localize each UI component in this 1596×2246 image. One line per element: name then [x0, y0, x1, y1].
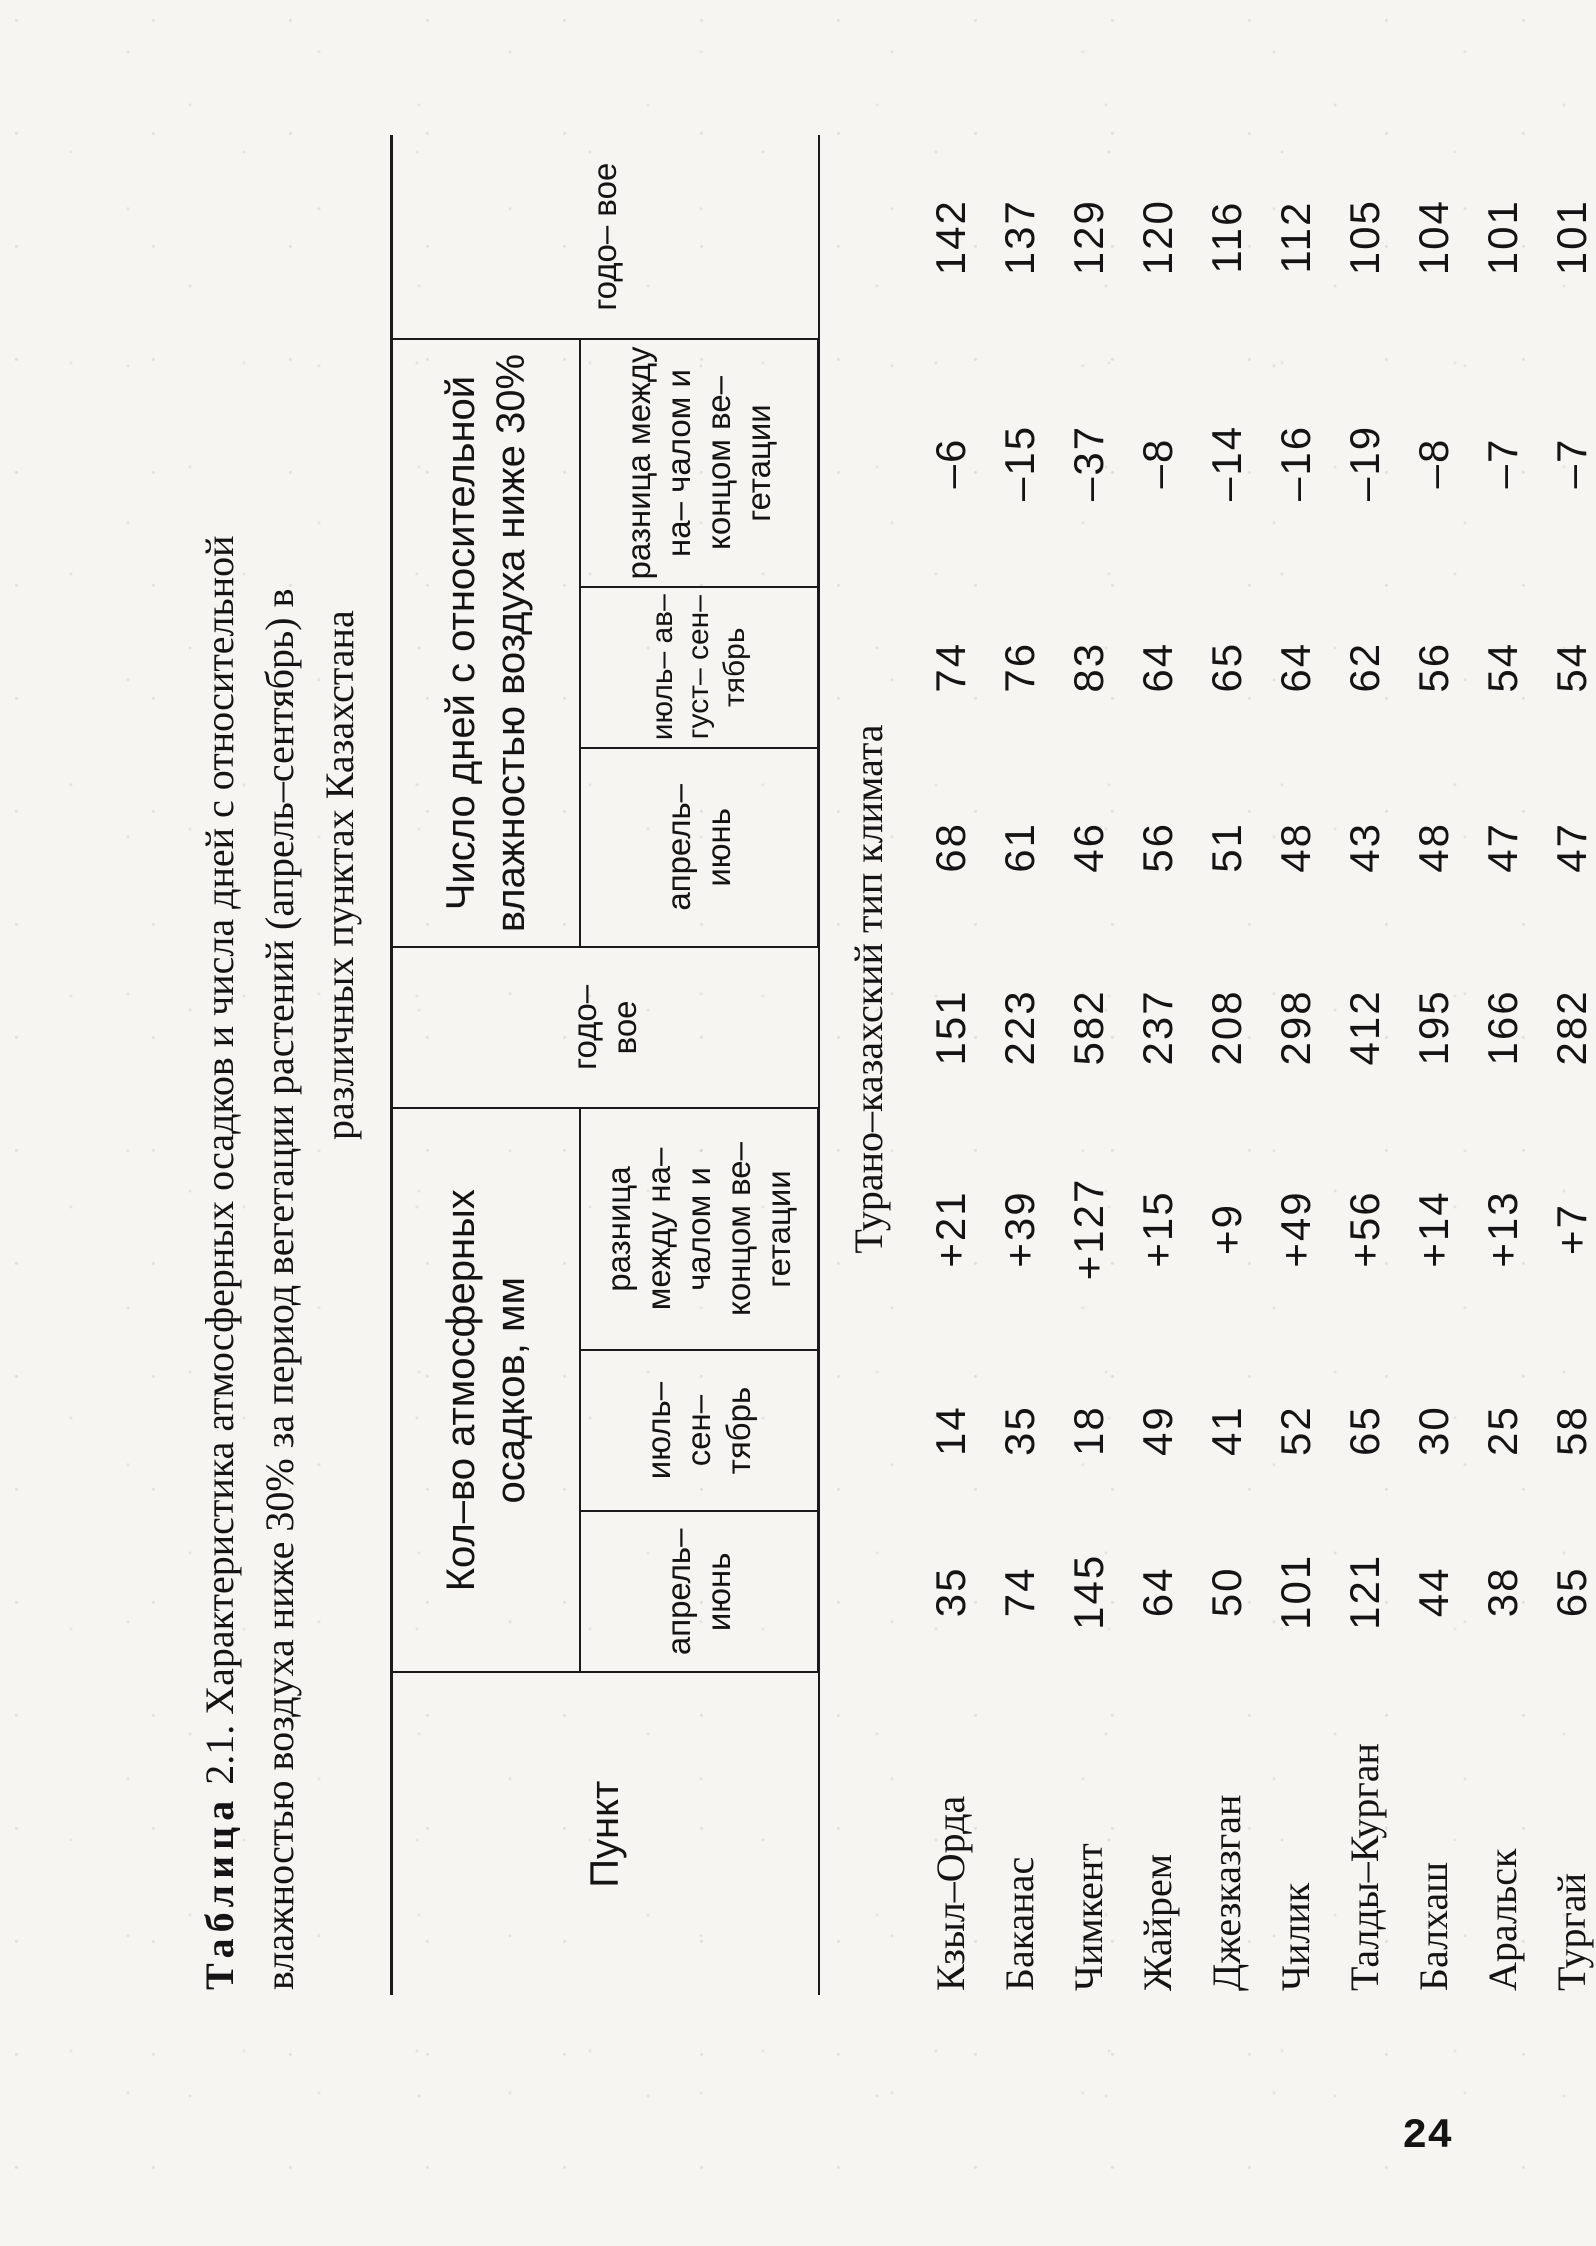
- station-name-cell: Баканас: [997, 1856, 1042, 1991]
- header-days-diff: разница между на– чалом и концом ве– гетации: [580, 339, 819, 586]
- header-days-group: Число дней с относительной влажностью воздуха ниже 30%: [392, 339, 581, 946]
- days-apr-jun-cell: 48: [1271, 821, 1319, 873]
- days-apr-jun-cell: 56: [1133, 821, 1181, 873]
- days-jul-sep-cell: 76: [995, 641, 1043, 693]
- station-name-cell: Чилик: [1273, 1882, 1318, 1991]
- days-diff-cell: –7: [1547, 437, 1595, 489]
- days-year-cell: 101: [1478, 199, 1526, 276]
- days-apr-jun-cell: 47: [1547, 821, 1595, 873]
- days-apr-jun-cell: 43: [1340, 821, 1388, 873]
- days-jul-sep-cell: 54: [1547, 641, 1595, 693]
- precip-diff-cell: +15: [1133, 1190, 1181, 1268]
- days-diff-cell: –16: [1271, 424, 1319, 502]
- precip-year-cell: 237: [1133, 989, 1181, 1066]
- days-apr-jun-cell: 47: [1478, 821, 1526, 873]
- station-name-cell: Балхаш: [1411, 1861, 1456, 1991]
- days-diff-cell: –14: [1202, 424, 1250, 502]
- days-year-cell: 104: [1409, 199, 1457, 276]
- table-row: [985, 135, 1054, 1995]
- days-diff-cell: –19: [1340, 424, 1388, 502]
- caption-label: Таблица: [197, 1794, 242, 1990]
- days-diff-cell: –8: [1409, 437, 1457, 489]
- precip-jul-sep-cell: 58: [1547, 1405, 1595, 1456]
- days-apr-jun-cell: 48: [1409, 821, 1457, 873]
- table-row: [1192, 135, 1261, 1995]
- precip-apr-jun-cell: 101: [1271, 1553, 1319, 1630]
- station-name-cell: Кзыл–Орда: [928, 1795, 973, 1991]
- precip-year-cell: 298: [1271, 989, 1319, 1066]
- precip-apr-jun-cell: 74: [995, 1566, 1043, 1618]
- precip-diff-cell: +39: [995, 1190, 1043, 1268]
- days-apr-jun-cell: 51: [1202, 821, 1250, 873]
- precip-jul-sep-cell: 65: [1340, 1405, 1388, 1456]
- precip-apr-jun-cell: 44: [1409, 1566, 1457, 1618]
- precip-jul-sep-cell: 30: [1409, 1405, 1457, 1456]
- caption-line-3: различных пунктах Казахстана: [317, 610, 362, 1140]
- table-row: [1261, 135, 1330, 1995]
- table-caption: [190, 130, 370, 1990]
- climate-table: [390, 135, 1596, 1995]
- section-row: [819, 135, 917, 1995]
- precip-jul-sep-cell: 18: [1064, 1405, 1112, 1456]
- precip-apr-jun-cell: 145: [1064, 1553, 1112, 1630]
- table-row: [916, 135, 985, 1995]
- precip-jul-sep-cell: 52: [1271, 1405, 1319, 1456]
- precip-jul-sep-cell: 41: [1202, 1405, 1250, 1456]
- header-point: Пункт: [392, 1672, 819, 1995]
- precip-year-cell: 195: [1409, 989, 1457, 1066]
- days-jul-sep-cell: 64: [1133, 641, 1181, 693]
- table-row: [1399, 135, 1468, 1995]
- days-diff-cell: –6: [926, 437, 974, 489]
- days-diff-cell: –8: [1133, 437, 1181, 489]
- days-apr-jun-cell: 68: [926, 821, 974, 873]
- header-precip-jul-sep: июль– сен– тябрь: [580, 1350, 819, 1511]
- precip-apr-jun-cell: 38: [1478, 1566, 1526, 1618]
- header-days-jul-sep: июль– ав– густ– сен– тябрь: [580, 587, 819, 748]
- days-year-cell: 101: [1547, 199, 1595, 276]
- days-year-cell: 129: [1064, 199, 1112, 276]
- days-jul-sep-cell: 64: [1271, 641, 1319, 693]
- precip-jul-sep-cell: 49: [1133, 1405, 1181, 1456]
- days-diff-cell: –37: [1064, 424, 1112, 502]
- header-precip-group: Кол–во атмосферных осадков, мм: [392, 1108, 581, 1672]
- caption-title-start: 2.1. Характеристика атмосферных осадков и числа дней с относительной: [197, 535, 242, 1785]
- precip-year-cell: 412: [1340, 989, 1388, 1066]
- precip-year-cell: 208: [1202, 989, 1250, 1066]
- precip-apr-jun-cell: 35: [926, 1566, 974, 1618]
- precip-year-cell: 151: [926, 989, 974, 1066]
- precip-apr-jun-cell: 121: [1340, 1553, 1388, 1630]
- days-jul-sep-cell: 83: [1064, 641, 1112, 693]
- table-row: [1054, 135, 1123, 1995]
- rotated-content: [130, 160, 1595, 2080]
- caption-line-2: влажностью воздуха ниже 30% за период вегетации растений (апрель–сентябрь) в: [257, 588, 302, 1990]
- table-row: [1330, 135, 1399, 1995]
- table-row: [1468, 135, 1537, 1995]
- precip-jul-sep-cell: 25: [1478, 1405, 1526, 1456]
- precip-year-cell: 166: [1478, 989, 1526, 1066]
- days-jul-sep-cell: 74: [926, 641, 974, 693]
- header-precip-diff: разница между на– чалом и концом ве– гетации: [580, 1108, 819, 1350]
- precip-diff-cell: +49: [1271, 1190, 1319, 1268]
- precip-diff-cell: +56: [1340, 1190, 1388, 1268]
- table-row: [1123, 135, 1192, 1995]
- precip-year-cell: 223: [995, 989, 1043, 1066]
- station-name-cell: Талды–Курган: [1342, 1743, 1387, 1991]
- precip-year-cell: 582: [1064, 989, 1112, 1066]
- precip-diff-cell: +13: [1478, 1190, 1526, 1268]
- precip-diff-cell: +127: [1064, 1177, 1112, 1281]
- days-diff-cell: –7: [1478, 437, 1526, 489]
- station-name-cell: Жайрем: [1135, 1853, 1180, 1991]
- precip-apr-jun-cell: 65: [1547, 1566, 1595, 1618]
- precip-diff-cell: +7: [1547, 1203, 1595, 1255]
- station-name-cell: Аральск: [1480, 1848, 1525, 1991]
- precip-diff-cell: +14: [1409, 1190, 1457, 1268]
- header-days-apr-jun: апрель– июнь: [580, 748, 819, 947]
- days-year-cell: 137: [995, 199, 1043, 276]
- precip-jul-sep-cell: 35: [995, 1405, 1043, 1456]
- days-jul-sep-cell: 65: [1202, 641, 1250, 693]
- precip-year-cell: 282: [1547, 989, 1595, 1066]
- days-jul-sep-cell: 54: [1478, 641, 1526, 693]
- days-apr-jun-cell: 46: [1064, 821, 1112, 873]
- station-name-cell: Джезказган: [1204, 1794, 1249, 1991]
- header-row-groups: [392, 135, 581, 1995]
- caption-line-1: [190, 130, 250, 1990]
- days-diff-cell: –15: [995, 424, 1043, 502]
- days-jul-sep-cell: 62: [1340, 641, 1388, 693]
- header-days-year: годо– вое: [392, 135, 819, 339]
- section-title: Турано–казахский тип климата: [845, 724, 891, 1254]
- page-number: 24: [1402, 2112, 1453, 2160]
- precip-apr-jun-cell: 50: [1202, 1566, 1250, 1618]
- days-year-cell: 116: [1202, 200, 1250, 274]
- days-year-cell: 112: [1271, 200, 1319, 274]
- table-row: [1537, 135, 1596, 1995]
- station-name-cell: Чимкент: [1066, 1843, 1111, 1991]
- station-name-cell: Тургай: [1549, 1872, 1594, 1991]
- precip-diff-cell: +21: [926, 1190, 974, 1268]
- days-year-cell: 142: [926, 199, 974, 276]
- precip-jul-sep-cell: 14: [926, 1405, 974, 1456]
- header-precip-apr-jun: апрель– июнь: [580, 1511, 819, 1672]
- days-apr-jun-cell: 61: [995, 821, 1043, 873]
- precip-diff-cell: +9: [1202, 1203, 1250, 1255]
- days-year-cell: 105: [1340, 199, 1388, 276]
- header-precip-year: годо– вое: [392, 947, 819, 1108]
- days-jul-sep-cell: 56: [1409, 641, 1457, 693]
- precip-apr-jun-cell: 64: [1133, 1566, 1181, 1618]
- days-year-cell: 120: [1133, 199, 1181, 276]
